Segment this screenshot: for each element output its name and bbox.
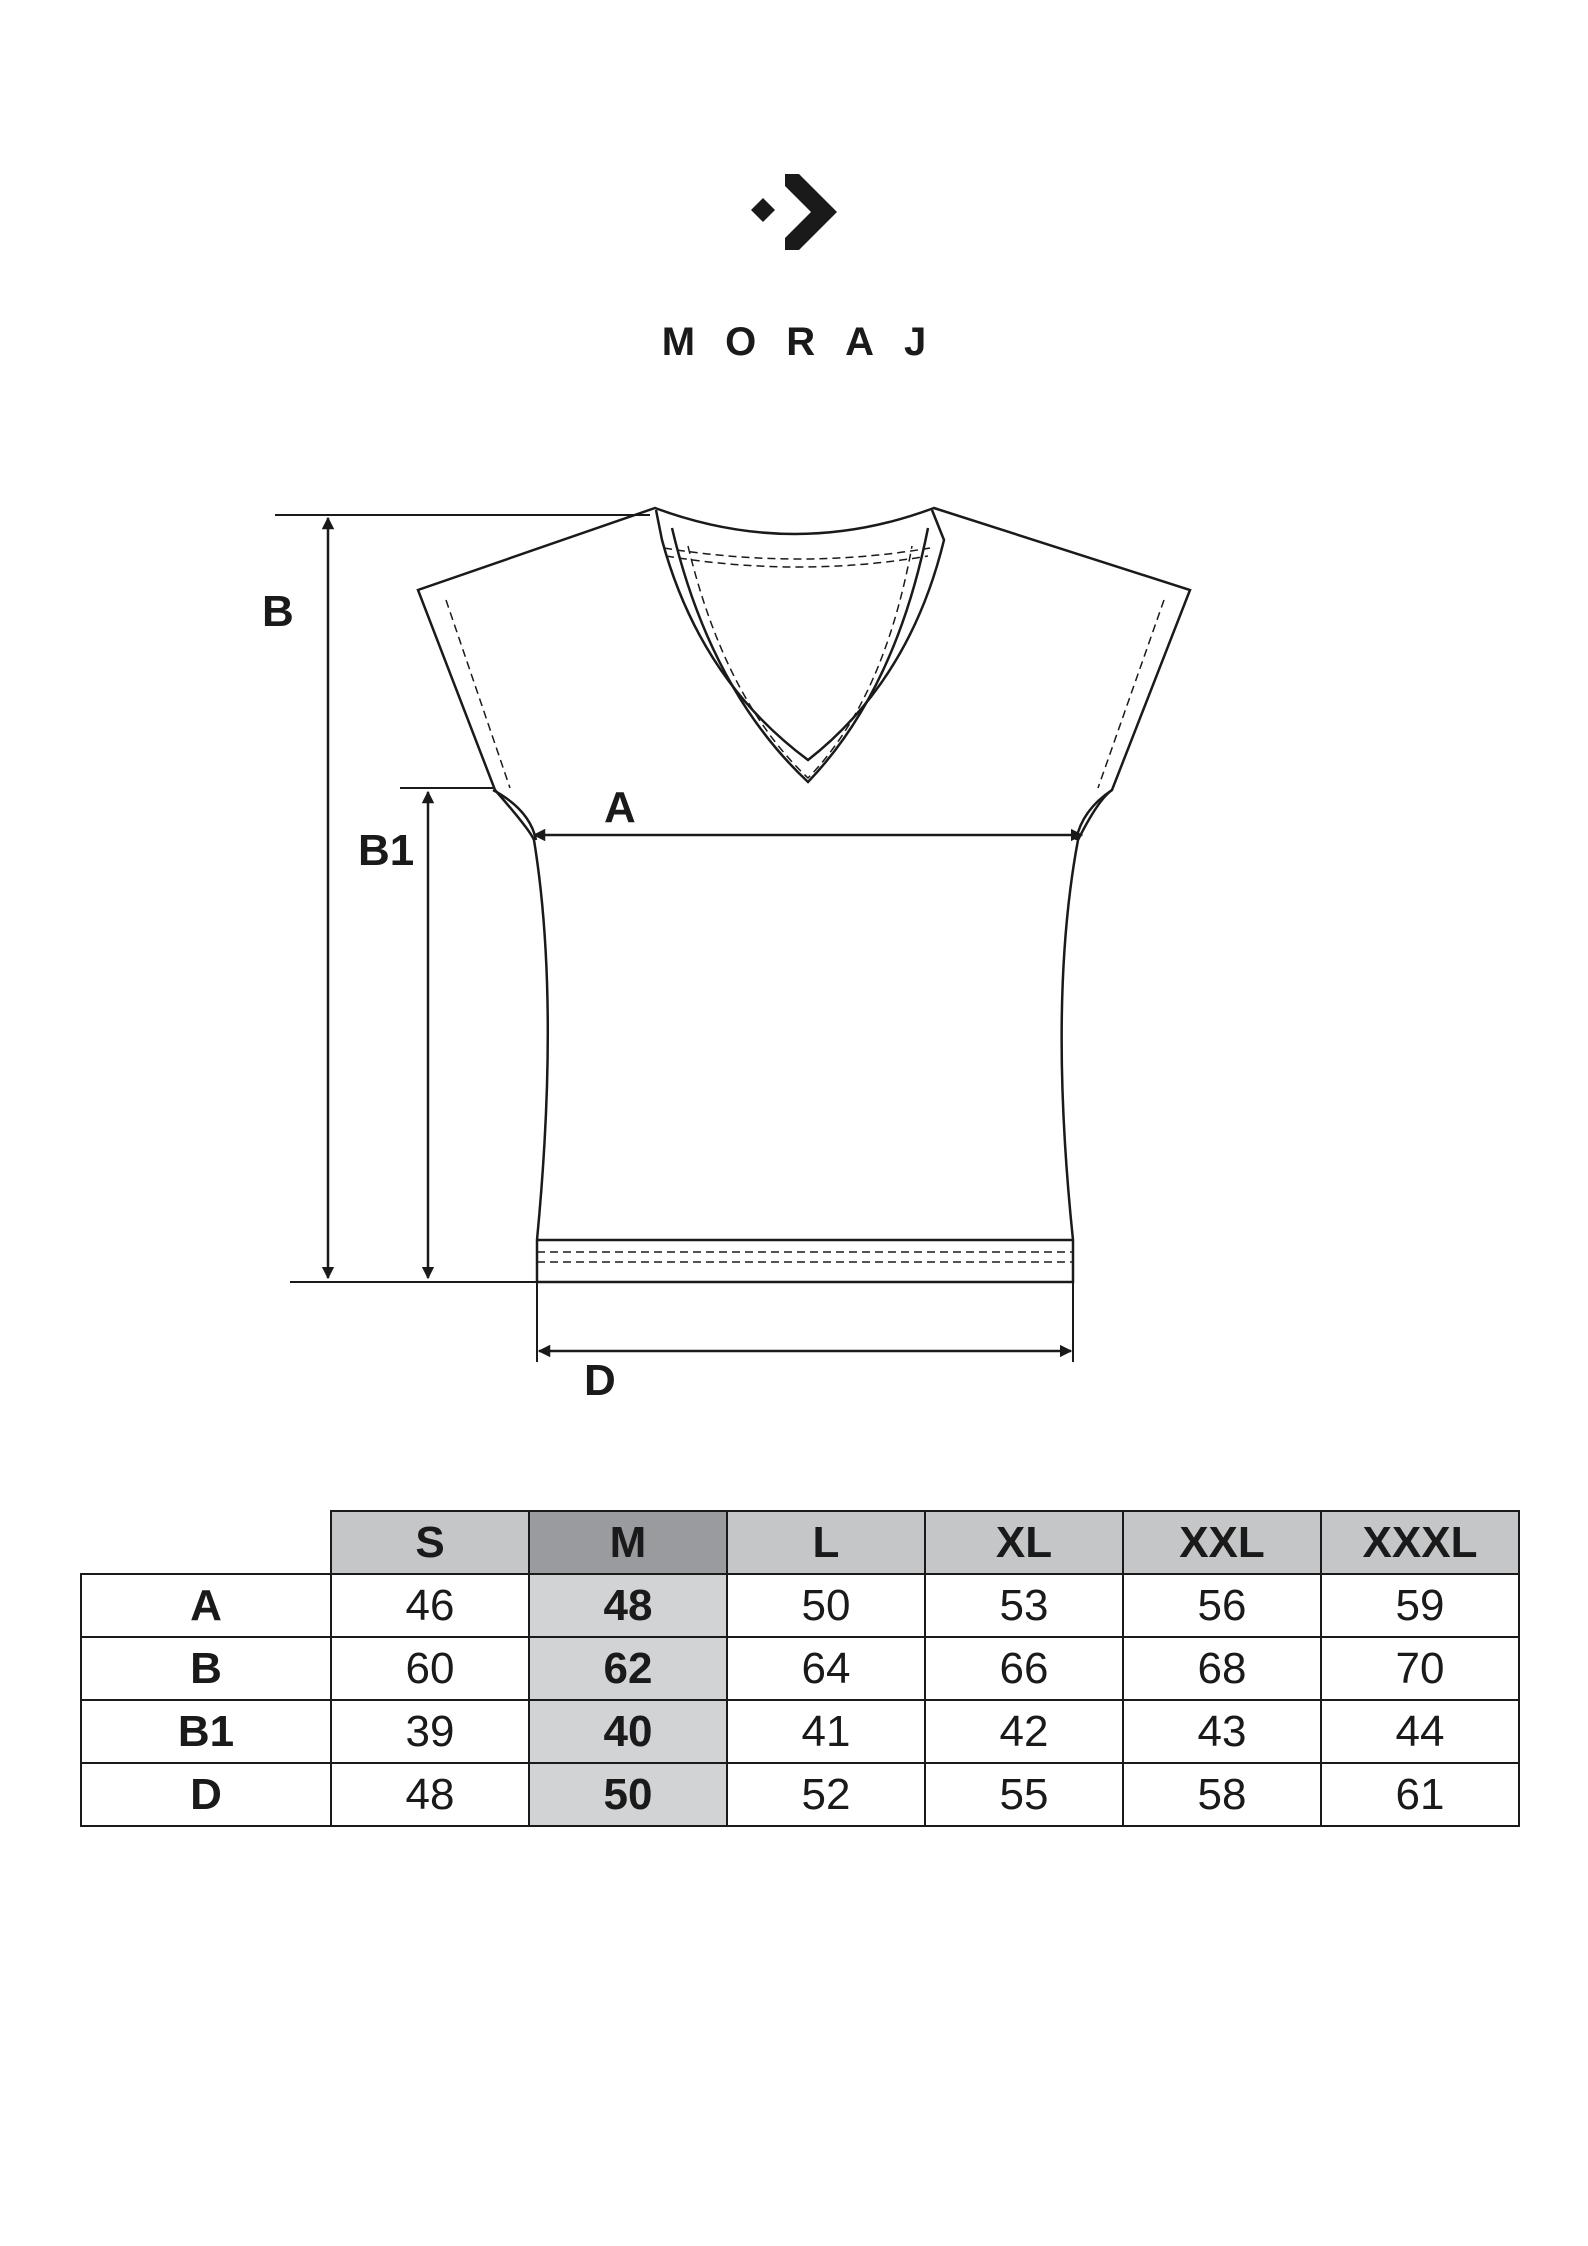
table-row: [81, 1637, 1519, 1700]
table-cell: 39: [331, 1700, 529, 1763]
tshirt-stitching: [446, 546, 1164, 1262]
label-b1: B1: [358, 826, 415, 875]
table-cell: 41: [727, 1700, 925, 1763]
tshirt-outline: [418, 508, 1190, 1282]
extension-lines: [275, 515, 1073, 1362]
table-cell: 46: [331, 1574, 529, 1637]
size-chart-table: [80, 1510, 1520, 1827]
table-cell: 66: [925, 1637, 1123, 1700]
table-cell: 48: [331, 1763, 529, 1826]
size-header-s: S: [331, 1511, 529, 1574]
size-header-xxl: XXL: [1123, 1511, 1321, 1574]
size-header-l: L: [727, 1511, 925, 1574]
table-cell: 68: [1123, 1637, 1321, 1700]
label-d: D: [584, 1356, 616, 1405]
size-header-row: [81, 1511, 1519, 1574]
table-row: [81, 1574, 1519, 1637]
table-cell: 58: [1123, 1763, 1321, 1826]
row-label-a: A: [81, 1574, 331, 1637]
table-cell: 70: [1321, 1637, 1519, 1700]
size-header-xl: XL: [925, 1511, 1123, 1574]
table-cell-highlighted: 40: [529, 1700, 727, 1763]
brand-name: MORAJ: [661, 320, 957, 364]
table-cell: 43: [1123, 1700, 1321, 1763]
label-a: A: [604, 783, 636, 832]
table-row: [81, 1700, 1519, 1763]
table-cell: 59: [1321, 1574, 1519, 1637]
table-cell-highlighted: 48: [529, 1574, 727, 1637]
row-label-b1: B1: [81, 1700, 331, 1763]
table-cell: 60: [331, 1637, 529, 1700]
size-header-xxxl: XXXL: [1321, 1511, 1519, 1574]
table-cell: 44: [1321, 1700, 1519, 1763]
table-cell: 42: [925, 1700, 1123, 1763]
row-label-d: D: [81, 1763, 331, 1826]
table-row: [81, 1763, 1519, 1826]
table-cell: 61: [1321, 1763, 1519, 1826]
header-blank-cell: [81, 1511, 331, 1574]
table-cell: 64: [727, 1637, 925, 1700]
table-cell-highlighted: 62: [529, 1637, 727, 1700]
size-header-m: M: [529, 1511, 727, 1574]
table-cell: 56: [1123, 1574, 1321, 1637]
row-label-b: B: [81, 1637, 331, 1700]
label-b: B: [262, 587, 294, 636]
table-cell: 55: [925, 1763, 1123, 1826]
table-cell: 50: [727, 1574, 925, 1637]
table-cell-highlighted: 50: [529, 1763, 727, 1826]
table-cell: 52: [727, 1763, 925, 1826]
table-cell: 53: [925, 1574, 1123, 1637]
